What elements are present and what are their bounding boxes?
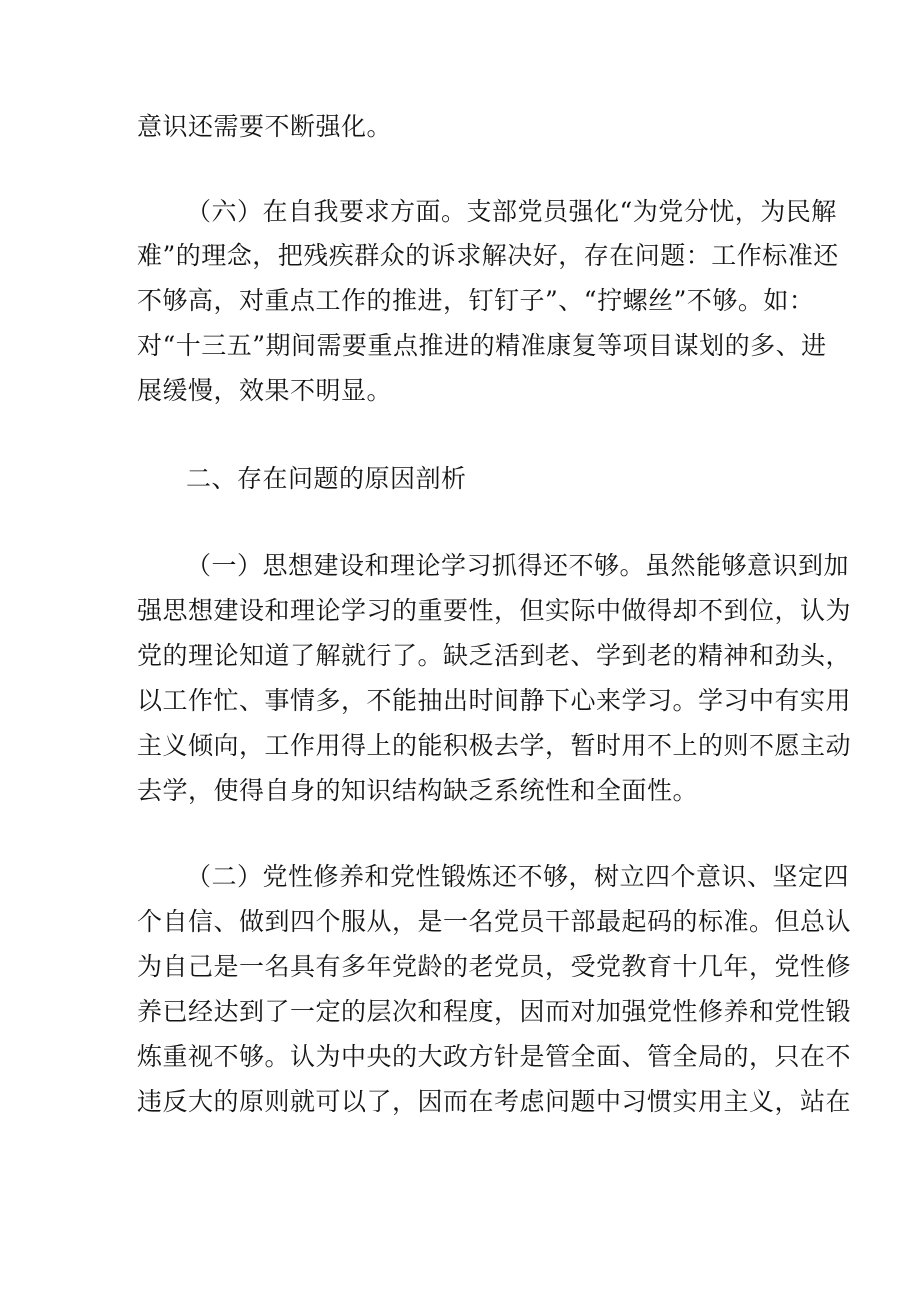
paragraph-line: 养已经达到了一定的层次和程度，因而对加强党性修养和党性锻 <box>137 997 852 1026</box>
paragraph-line: 意识还需要不断强化。 <box>137 112 393 141</box>
paragraph-line: 难”的理念，把残疾群众的诉求解决好，存在问题：工作标准还 <box>137 241 839 270</box>
paragraph-line: 去学，使得自身的知识结构缺乏系统性和全面性。 <box>137 776 699 805</box>
paragraph-line: （二）党性修养和党性锻炼还不够，树立四个意识、坚定四 <box>186 862 850 891</box>
paragraph-line: 强思想建设和理论学习的重要性，但实际中做得却不到位，认为 <box>137 596 852 625</box>
paragraph-line: 主义倾向，工作用得上的能积极去学，暂时用不上的则不愿主动 <box>137 731 852 760</box>
paragraph-line: （六）在自我要求方面。支部党员强化“为党分忧，为民解 <box>186 197 837 226</box>
section-heading: 二、存在问题的原因剖析 <box>186 464 467 493</box>
paragraph-line: 展缓慢，效果不明显。 <box>137 376 393 405</box>
paragraph-line: 个自信、做到四个服从，是一名党员干部最起码的标准。但总认 <box>137 907 852 936</box>
paragraph-line: 党的理论知道了解就行了。缺乏活到老、学到老的精神和劲头， <box>137 641 852 670</box>
paragraph-line: （一）思想建设和理论学习抓得还不够。虽然能够意识到加 <box>186 551 850 580</box>
paragraph-line: 违反大的原则就可以了，因而在考虑问题中习惯实用主义，站在 <box>137 1087 852 1116</box>
paragraph-line: 以工作忙、事情多，不能抽出时间静下心来学习。学习中有实用 <box>137 686 852 715</box>
paragraph-line: 不够高，对重点工作的推进，钉钉子”、“拧螺丝”不够。如： <box>137 286 815 315</box>
paragraph-line: 为自己是一名具有多年党龄的老党员，受党教育十几年，党性修 <box>137 952 852 981</box>
paragraph-line: 对“十三五”期间需要重点推进的精准康复等项目谋划的多、进 <box>137 331 827 360</box>
paragraph-line: 炼重视不够。认为中央的大政方针是管全面、管全局的，只在不 <box>137 1042 852 1071</box>
